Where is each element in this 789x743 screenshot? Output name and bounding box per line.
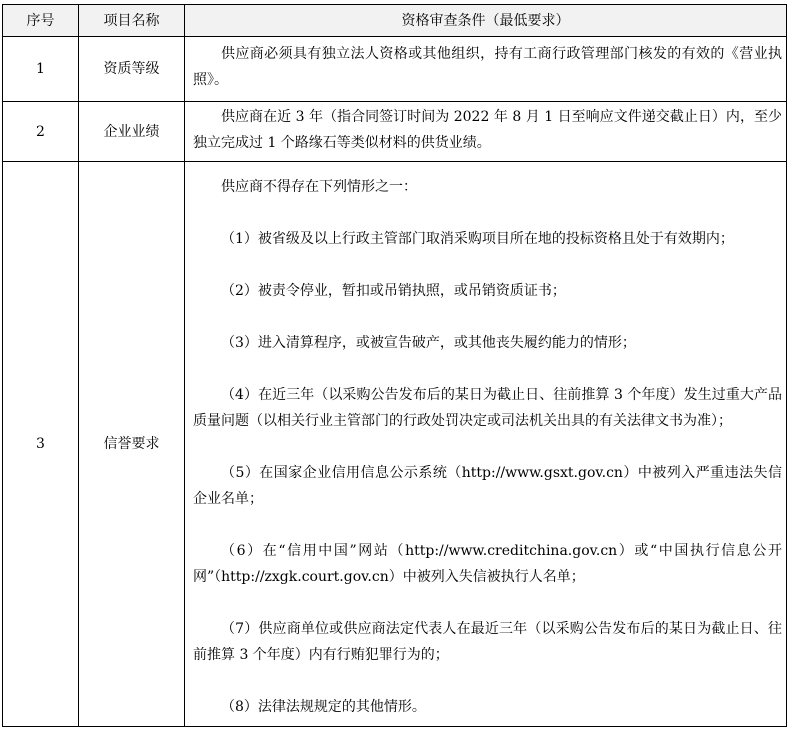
table-row [3,162,787,727]
row-name: 信誉要求 [79,162,185,727]
row-no: 2 [3,102,79,162]
condition-paragraph: 供应商在近 3 年（指合同签订时间为 2022 年 8 月 1 日至响应文件递交截止日）内，至少独立完成过 1 个路缘石等类似材料的供货业绩。 [193,109,782,151]
condition-item-8: （8）法律法规规定的其他情形。 [221,699,426,715]
row-condition [185,37,787,102]
condition-item-4: （4）在近三年（以采购公告发布后的某日为截止日、往前推算 3 个年度）发生过重大产品质量问题（以相关行业主管部门的行政处罚决定或司法机关出具的有关法律文书为准）； [193,387,782,429]
table-row [3,37,787,102]
condition-paragraph: 供应商必须具有独立法人资格或其他组织，持有工商行政管理部门核发的有效的《营业执照》。 [193,46,782,88]
table-header-row [3,5,787,37]
condition-item-3: （3）进入清算程序，或被宣告破产，或其他丧失履约能力的情形； [221,335,636,351]
header-no: 序号 [3,5,79,37]
condition-item-6: （6）在“信用中国”网站（http://www.creditchina.gov.cn）或“中国执行信息公开网”（http://zxgk.court.gov.cn）中被列入失信被执行人名单； [193,543,782,585]
row-no: 3 [3,162,79,727]
table-row [3,102,787,162]
row-condition [185,102,787,162]
header-name: 项目名称 [79,5,185,37]
condition-intro: 供应商不得存在下列情形之一： [221,179,417,195]
row-name: 企业业绩 [79,102,185,162]
condition-item-2: （2）被责令停业，暂扣或吊销执照，或吊销资质证书； [221,283,566,299]
condition-item-7: （7）供应商单位或供应商法定代表人在最近三年（以采购公告发布后的某日为截止日、往前推算 3 个年度）内有行贿犯罪行为的； [193,621,782,663]
row-name: 资质等级 [79,37,185,102]
condition-item-5: （5）在国家企业信用信息公示系统（http://www.gsxt.gov.cn）中被列入严重违法失信企业名单； [193,465,782,507]
header-condition: 资格审查条件（最低要求） [185,5,787,37]
row-no: 1 [3,37,79,102]
qualification-table [2,4,787,727]
condition-item-1: （1）被省级及以上行政主管部门取消采购项目所在地的投标资格且处于有效期内； [221,231,734,247]
row-condition [185,162,787,727]
